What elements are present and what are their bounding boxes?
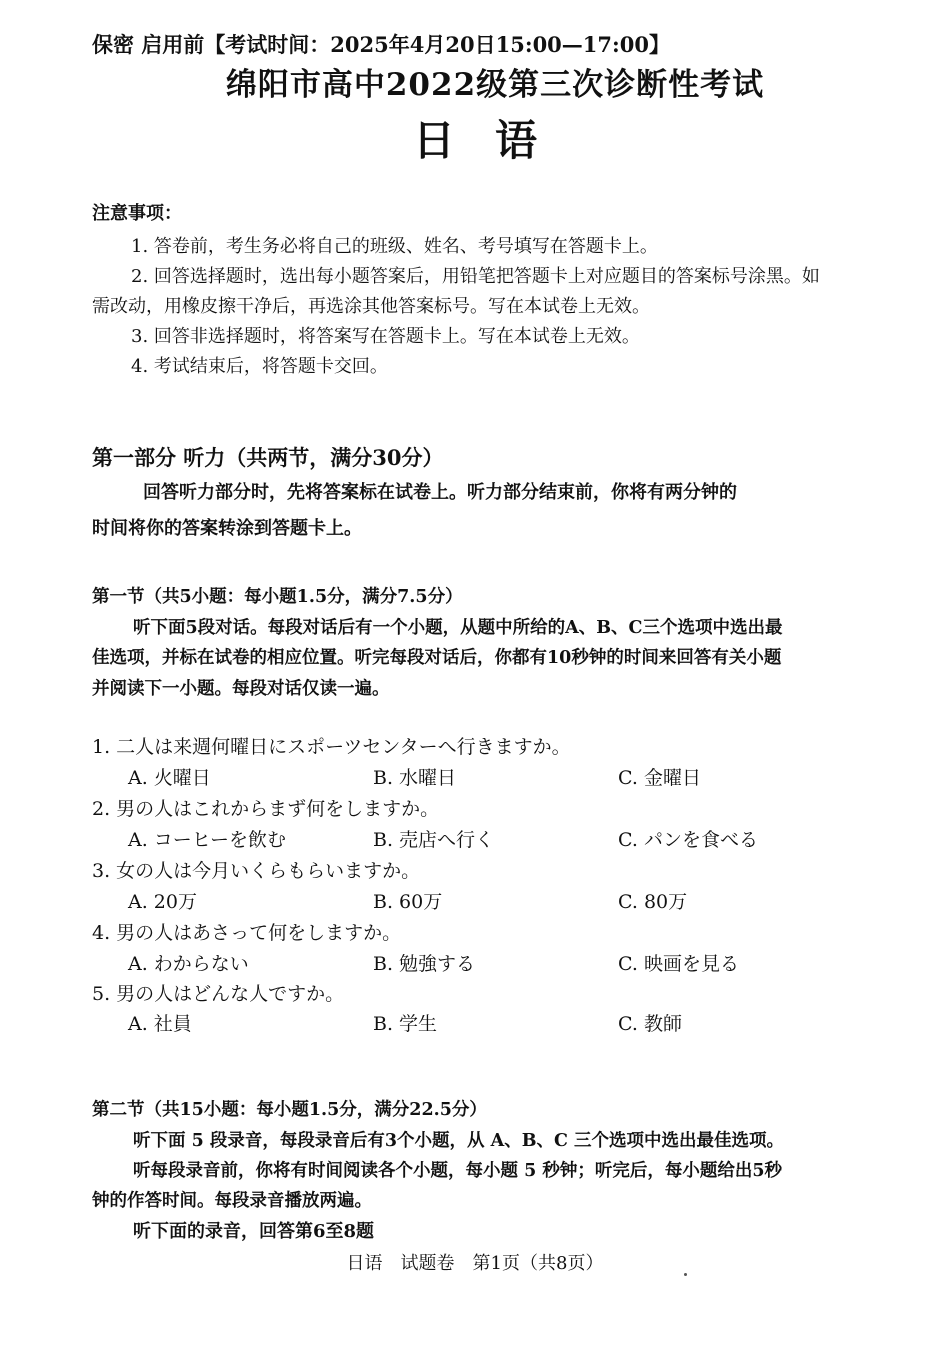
question-2: 2. 男の人はこれからまず何をしますか。 <box>92 798 440 820</box>
question-3-option-a: A. 20万 <box>128 891 197 913</box>
question-4-option-c: C. 映画を見る <box>618 953 739 975</box>
section1-intro-cont1: 佳选项，并标在试卷的相应位置。听完每段对话后，你都有10秒钟的时间来回答有关小题 <box>92 648 782 668</box>
question-2-option-a: A. コーヒーを飲む <box>128 829 287 851</box>
question-1: 1. 二人は来週何曜日にスポーツセンターへ行きますか。 <box>92 736 571 758</box>
section2-instruction: 听下面的录音，回答第6至8题 <box>133 1221 375 1242</box>
question-5-option-a: A. 社員 <box>128 1013 192 1035</box>
scan-speck <box>684 1273 687 1276</box>
question-4: 4. 男の人はあさって何をしますか。 <box>92 922 402 944</box>
note-item-2: 2. 回答选择题时，选出每小题答案后，用铅笔把答题卡上对应题目的答案标号涂黑。如 <box>131 266 820 287</box>
note-item-1: 1. 答卷前，考生务必将自己的班级、姓名、考号填写在答题卡上。 <box>131 236 658 257</box>
question-3-option-b: B. 60万 <box>373 891 443 913</box>
section2-intro-cont1: 听每段录音前，你将有时间阅读各个小题，每小题 5 秒钟；听完后，每小题给出5秒 <box>133 1161 783 1181</box>
question-5-option-c: C. 教師 <box>618 1013 682 1035</box>
question-3-option-c: C. 80万 <box>618 891 688 913</box>
part1-heading: 第一部分 听力（共两节，满分30分） <box>92 445 444 470</box>
note-item-2-cont: 需改动，用橡皮擦干净后，再选涂其他答案标号。写在本试卷上无效。 <box>92 296 650 317</box>
notes-heading: 注意事项： <box>92 203 182 224</box>
page-footer: 日语 试题卷 第1页（共8页） <box>346 1253 604 1274</box>
exam-title: 绵阳市高中2022级第三次诊断性考试 <box>225 67 765 103</box>
section1-intro: 听下面5段对话。每段对话后有一个小题，从题中所给的A、B、C三个选项中选出最 <box>133 618 783 638</box>
question-5: 5. 男の人はどんな人ですか。 <box>92 983 345 1005</box>
section1-intro-cont2: 并阅读下一小题。每段对话仅读一遍。 <box>92 679 390 699</box>
section2-heading: 第二节（共15小题：每小题1.5分，满分22.5分） <box>92 1100 487 1120</box>
subject-text: 日语 <box>412 116 577 165</box>
question-1-option-b: B. 水曜日 <box>373 767 457 789</box>
part1-intro: 回答听力部分时，先将答案标在试卷上。听力部分结束前，你将有两分钟的 <box>143 482 737 503</box>
section1-heading: 第一节（共5小题：每小题1.5分，满分7.5分） <box>92 587 463 607</box>
question-3: 3. 女の人は今月いくらもらいますか。 <box>92 860 421 882</box>
question-4-option-a: A. わからない <box>128 953 249 975</box>
note-item-4: 4. 考试结束后，将答题卡交回。 <box>131 356 388 377</box>
question-2-option-b: B. 売店へ行く <box>373 829 495 851</box>
question-5-option-b: B. 学生 <box>373 1013 438 1035</box>
subject-title <box>0 116 950 165</box>
question-2-option-c: C. パンを食べる <box>618 829 758 851</box>
confidential-line: 保密 启用前【考试时间：2025年4月20日15:00—17:00】 <box>92 32 670 57</box>
question-4-option-b: B. 勉強する <box>373 953 476 975</box>
section2-intro: 听下面 5 段录音，每段录音后有3个小题，从 A、B、C 三个选项中选出最佳选项。 <box>133 1131 785 1151</box>
note-item-3: 3. 回答非选择题时，将答案写在答题卡上。写在本试卷上无效。 <box>131 326 640 347</box>
section2-intro-cont2: 钟的作答时间。每段录音播放两遍。 <box>92 1191 372 1211</box>
part1-intro-cont: 时间将你的答案转涂到答题卡上。 <box>92 518 362 539</box>
question-1-option-c: C. 金曜日 <box>618 767 701 789</box>
question-1-option-a: A. 火曜日 <box>128 767 211 789</box>
